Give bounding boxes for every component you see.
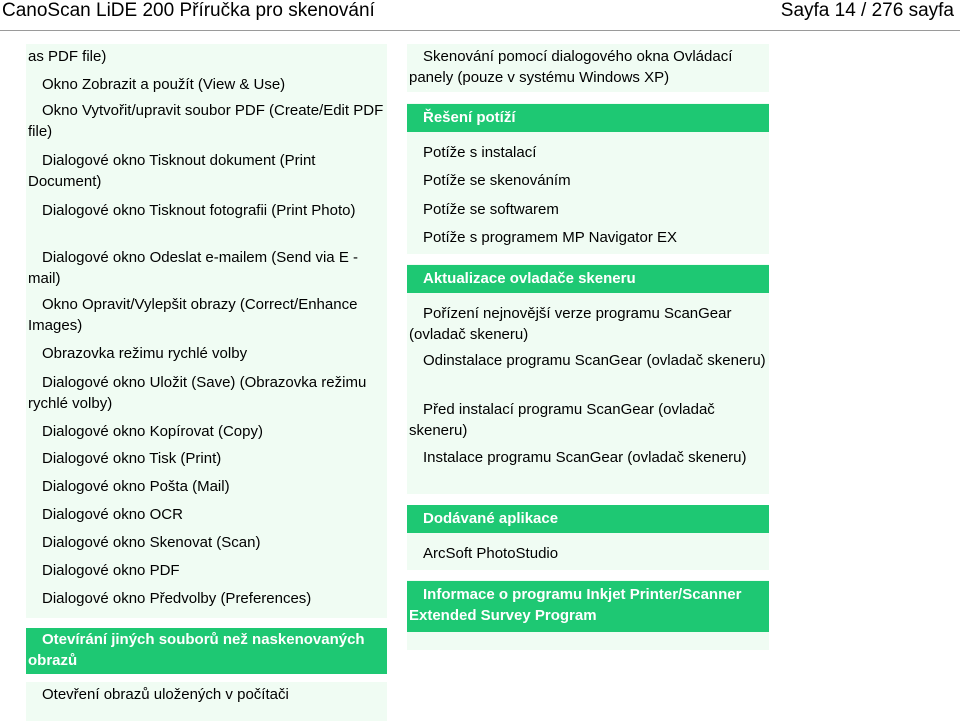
toc-link[interactable]: Dialogové okno Tisknout fotografii (Print Photo) bbox=[42, 202, 356, 219]
toc-link[interactable]: Dialogové okno Předvolby (Preferences) bbox=[42, 590, 312, 607]
manual-title: CanoScan LiDE 200 Příručka pro skenování bbox=[2, 0, 375, 21]
spacer bbox=[26, 674, 387, 682]
toc-link[interactable]: Dialogové okno Tisknout dokument (Print Document) bbox=[28, 152, 316, 190]
section-heading[interactable]: Dodávané aplikace bbox=[407, 505, 769, 533]
toc-link[interactable]: Instalace programu ScanGear (ovladač skeneru) bbox=[423, 449, 747, 466]
toc-link[interactable]: as PDF file) bbox=[28, 48, 107, 65]
header-divider bbox=[0, 30, 960, 31]
toc-link[interactable]: Potíže s programem MP Navigator EX bbox=[423, 229, 677, 246]
toc-link[interactable]: Okno Opravit/Vylepšit obrazy (Correct/Enhance Images) bbox=[28, 296, 358, 334]
right-toc-column bbox=[407, 44, 769, 650]
toc-link[interactable]: Okno Vytvořit/upravit soubor PDF (Create/Edit PDF file) bbox=[28, 102, 384, 140]
toc-link[interactable]: Dialogové okno Pošta (Mail) bbox=[42, 478, 230, 495]
toc-link[interactable]: Pořízení nejnovější verze programu ScanGear (ovladač skeneru) bbox=[409, 305, 732, 343]
spacer bbox=[407, 254, 769, 264]
toc-link[interactable]: Dialogové okno Odeslat e-mailem (Send via E -mail) bbox=[28, 249, 358, 287]
section-heading[interactable]: Řešení potíží bbox=[407, 104, 769, 132]
toc-link[interactable]: Potíže s instalací bbox=[423, 144, 537, 161]
toc-link[interactable]: Potíže se skenováním bbox=[423, 172, 571, 189]
toc-link[interactable]: Potíže se softwarem bbox=[423, 201, 559, 218]
toc-link[interactable]: Odinstalace programu ScanGear (ovladač skeneru) bbox=[423, 352, 766, 369]
spacer bbox=[26, 618, 387, 628]
toc-link[interactable]: Okno Zobrazit a použít (View & Use) bbox=[42, 76, 286, 93]
page-header bbox=[0, 0, 960, 30]
section-heading[interactable]: Aktualizace ovladače skeneru bbox=[407, 265, 769, 293]
section-heading[interactable]: Otevírání jiných souborů než naskenovaných obrazů bbox=[26, 628, 387, 674]
toc-link[interactable]: ArcSoft PhotoStudio bbox=[423, 545, 559, 562]
toc-link[interactable]: Dialogové okno PDF bbox=[42, 562, 180, 579]
toc-link[interactable]: Před instalací programu ScanGear (ovladač skeneru) bbox=[409, 401, 715, 439]
spacer bbox=[407, 570, 769, 580]
spacer bbox=[407, 92, 769, 103]
toc-link[interactable]: Dialogové okno Skenovat (Scan) bbox=[42, 534, 261, 551]
toc-link[interactable]: Dialogové okno OCR bbox=[42, 506, 183, 523]
page-indicator: Sayfa 14 / 276 sayfa bbox=[780, 0, 954, 21]
left-toc-column bbox=[26, 44, 387, 721]
section-heading[interactable]: Informace o programu Inkjet Printer/Scanner Extended Survey Program bbox=[407, 581, 769, 632]
spacer bbox=[407, 494, 769, 505]
toc-link[interactable]: Dialogové okno Tisk (Print) bbox=[42, 450, 222, 467]
toc-link[interactable]: Skenování pomocí dialogového okna Ovládací panely (pouze v systému Windows XP) bbox=[409, 48, 733, 86]
toc-link[interactable]: Dialogové okno Kopírovat (Copy) bbox=[42, 423, 263, 440]
toc-link[interactable]: Obrazovka režimu rychlé volby bbox=[42, 345, 248, 362]
toc-link[interactable]: Otevření obrazů uložených v počítači bbox=[42, 686, 289, 703]
toc-link[interactable]: Dialogové okno Uložit (Save) (Obrazovka režimu rychlé volby) bbox=[28, 374, 367, 412]
